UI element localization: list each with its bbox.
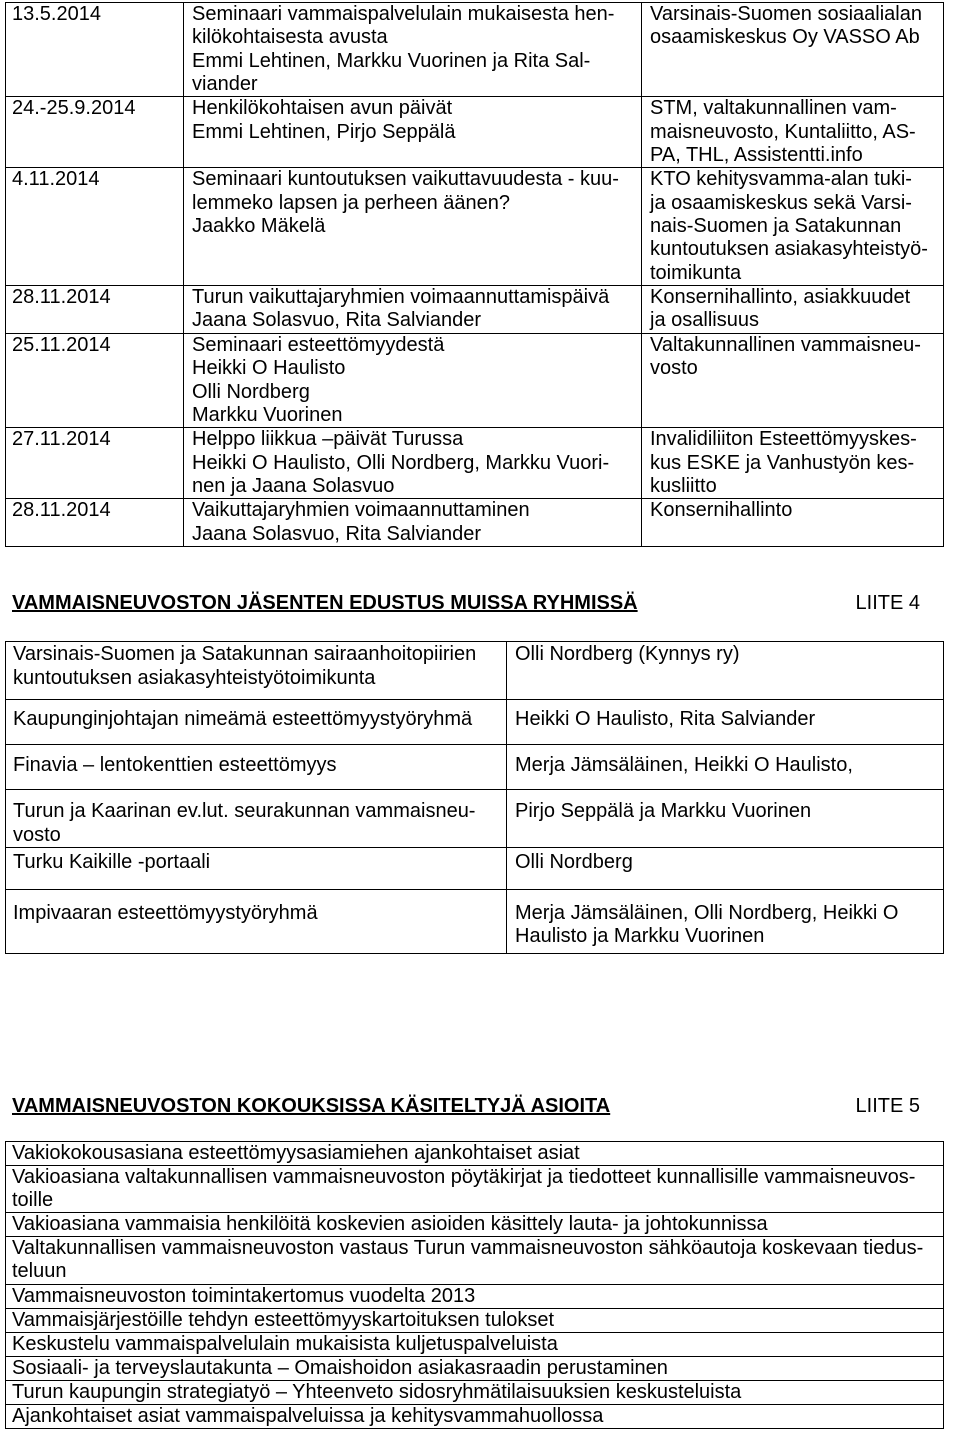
agenda-item: Keskustelu vammaispalvelulain mukaisista kuljetuspalveluista (6, 1332, 944, 1356)
agenda-row (6, 1237, 944, 1284)
event-row (6, 428, 944, 499)
group-name: Turku Kaikille -portaali (6, 848, 507, 890)
agenda-row (6, 1166, 944, 1213)
agenda-table (5, 1141, 944, 1429)
agenda-item: Vammaisneuvoston toimintakertomus vuodelta 2013 (6, 1284, 944, 1308)
agenda-item: Vammaisjärjestöille tehdyn esteettömyyskartoituksen tulokset (6, 1308, 944, 1332)
section-title: VAMMAISNEUVOSTON JÄSENTEN EDUSTUS MUISSA RYHMISSÄ (12, 592, 638, 614)
agenda-item: Vakioasiana vammaisia henkilöitä koskevien asioiden käsittely lauta- ja johtokunnissa (6, 1213, 944, 1237)
representation-row (6, 848, 944, 890)
appendix-5-header (12, 1095, 920, 1119)
group-name: Kaupunginjohtajan nimeämä esteettömyystyöryhmä (6, 700, 507, 745)
event-row (6, 3, 944, 97)
agenda-item: Vakiokokousasiana esteettömyysasiamiehen ajankohtaiset asiat (6, 1142, 944, 1166)
event-row (6, 499, 944, 547)
agenda-row (6, 1213, 944, 1237)
event-description: Vaikuttajaryhmien voimaannuttaminen Jaana Solasvuo, Rita Salviander (184, 499, 642, 547)
event-date: 28.11.2014 (6, 286, 184, 334)
event-date: 25.11.2014 (6, 333, 184, 427)
appendix-4-header (12, 592, 920, 616)
event-organizer: STM, valtakunnallinen vam- maisneuvosto, Kuntaliitto, AS- PA, THL, Assistentti.info (642, 97, 944, 168)
group-representatives: Olli Nordberg (Kynnys ry) (507, 642, 944, 700)
agenda-item: Vakioasiana valtakunnallisen vammaisneuvoston pöytäkirjat ja tiedotteet kunnallisille vammaisneuvos- toille (6, 1166, 944, 1213)
event-description: Henkilökohtaisen avun päivät Emmi Lehtinen, Pirjo Seppälä (184, 97, 642, 168)
event-date: 27.11.2014 (6, 428, 184, 499)
event-organizer: KTO kehitysvamma-alan tuki- ja osaamiskeskus sekä Varsi- nais-Suomen ja Satakunnan kuntoutuksen asiakasyhteistyö- toimikunta (642, 168, 944, 286)
appendix-label: LIITE 5 (855, 1095, 920, 1117)
representation-row (6, 889, 944, 953)
event-row (6, 286, 944, 334)
event-date: 28.11.2014 (6, 499, 184, 547)
agenda-row (6, 1356, 944, 1380)
event-date: 13.5.2014 (6, 3, 184, 97)
group-name: Turun ja Kaarinan ev.lut. seurakunnan vammaisneu- vosto (6, 790, 507, 848)
representation-table (5, 641, 944, 954)
section-title: VAMMAISNEUVOSTON KOKOUKSISSA KÄSITELTYJÄ ASIOITA (12, 1095, 611, 1117)
event-organizer: Valtakunnallinen vammaisneu- vosto (642, 333, 944, 427)
representation-row (6, 744, 944, 790)
event-organizer: Varsinais-Suomen sosiaalialan osaamiskeskus Oy VASSO Ab (642, 3, 944, 97)
event-organizer: Konsernihallinto (642, 499, 944, 547)
agenda-row (6, 1332, 944, 1356)
group-representatives: Heikki O Haulisto, Rita Salviander (507, 700, 944, 745)
event-description: Seminaari vammaispalvelulain mukaisesta hen- kilökohtaisesta avusta Emmi Lehtinen, Markku Vuorinen ja Rita Sal- viander (184, 3, 642, 97)
group-name: Varsinais-Suomen ja Satakunnan sairaanhoitopiirien kuntoutuksen asiakasyhteistyötoimikunta (6, 642, 507, 700)
agenda-row (6, 1405, 944, 1429)
group-representatives: Pirjo Seppälä ja Markku Vuorinen (507, 790, 944, 848)
event-description: Seminaari kuntoutuksen vaikuttavuudesta - kuu- lemmeko lapsen ja perheen äänen? Jaakko Mäkelä (184, 168, 642, 286)
representation-row (6, 700, 944, 745)
event-description: Seminaari esteettömyydestä Heikki O Haulisto Olli Nordberg Markku Vuorinen (184, 333, 642, 427)
agenda-item: Sosiaali- ja terveyslautakunta – Omaishoidon asiakasraadin perustaminen (6, 1356, 944, 1380)
event-row (6, 168, 944, 286)
event-description: Turun vaikuttajaryhmien voimaannuttamispäivä Jaana Solasvuo, Rita Salviander (184, 286, 642, 334)
agenda-item: Valtakunnallisen vammaisneuvoston vastaus Turun vammaisneuvoston sähköautoja koskevaan tiedus- teluun (6, 1237, 944, 1284)
group-name: Finavia – lentokenttien esteettömyys (6, 744, 507, 790)
event-row (6, 333, 944, 427)
agenda-row (6, 1284, 944, 1308)
agenda-row (6, 1308, 944, 1332)
event-row (6, 97, 944, 168)
agenda-item: Turun kaupungin strategiatyö – Yhteenveto sidosryhmätilaisuuksien keskusteluista (6, 1380, 944, 1404)
event-date: 24.-25.9.2014 (6, 97, 184, 168)
event-organizer: Invalidiliiton Esteettömyyskes- kus ESKE ja Vanhustyön kes- kusliitto (642, 428, 944, 499)
event-organizer: Konsernihallinto, asiakkuudet ja osallisuus (642, 286, 944, 334)
appendix-label: LIITE 4 (855, 592, 920, 614)
events-table (5, 2, 944, 547)
event-date: 4.11.2014 (6, 168, 184, 286)
agenda-item: Ajankohtaiset asiat vammaispalveluissa ja kehitysvammahuollossa (6, 1405, 944, 1429)
agenda-row (6, 1142, 944, 1166)
group-representatives: Merja Jämsäläinen, Heikki O Haulisto, (507, 744, 944, 790)
group-name: Impivaaran esteettömyystyöryhmä (6, 889, 507, 953)
event-description: Helppo liikkua –päivät Turussa Heikki O Haulisto, Olli Nordberg, Markku Vuori- nen ja Jaana Solasvuo (184, 428, 642, 499)
group-representatives: Merja Jämsäläinen, Olli Nordberg, Heikki O Haulisto ja Markku Vuorinen (507, 889, 944, 953)
representation-row (6, 642, 944, 700)
group-representatives: Olli Nordberg (507, 848, 944, 890)
agenda-row (6, 1380, 944, 1404)
representation-row (6, 790, 944, 848)
